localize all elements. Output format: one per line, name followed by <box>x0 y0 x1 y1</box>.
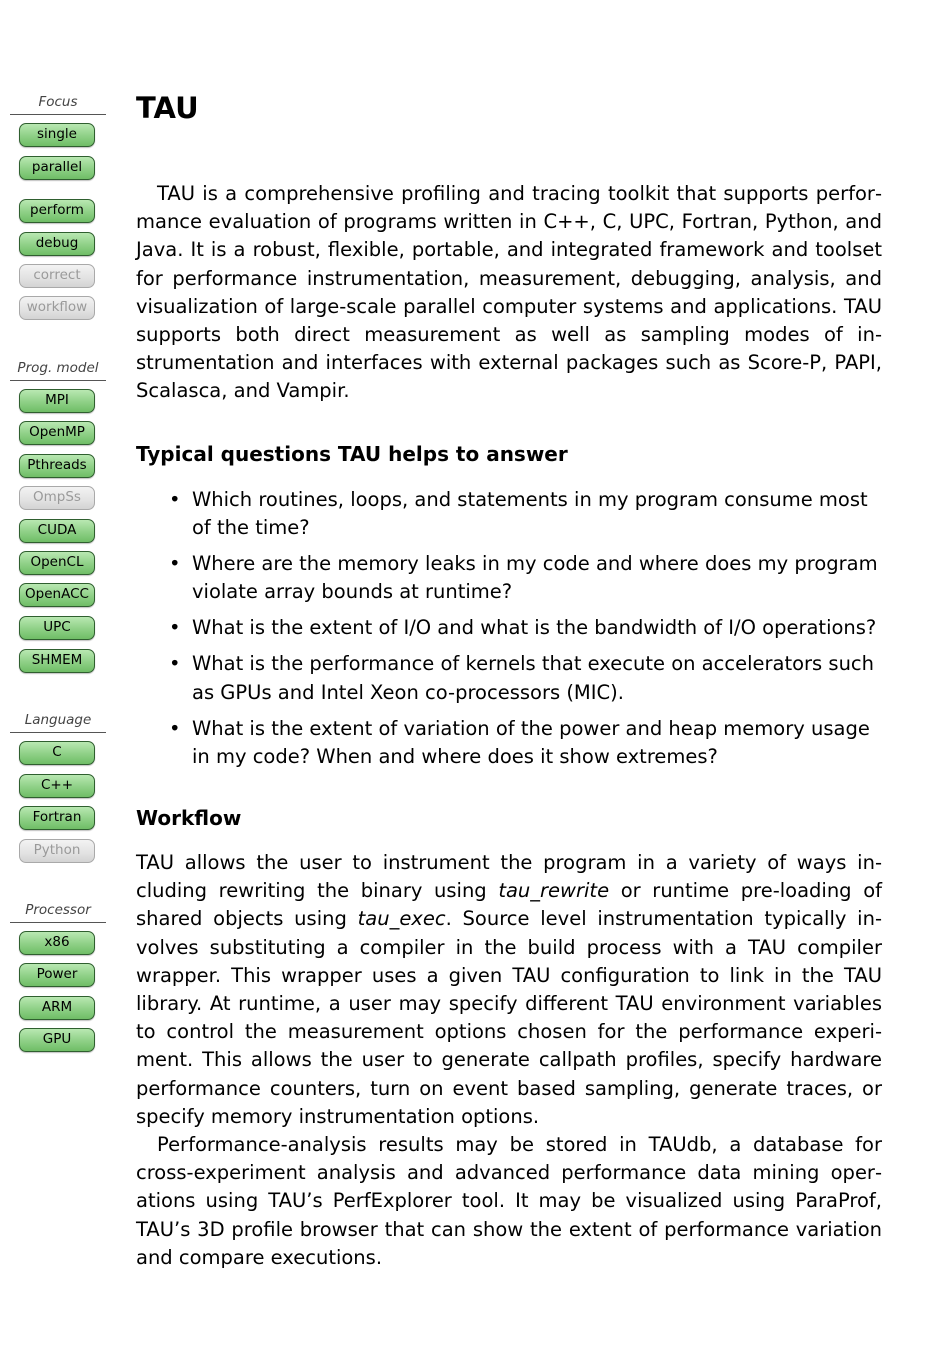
tag-perform[interactable]: perform <box>19 199 95 223</box>
tag-arm[interactable]: ARM <box>19 996 95 1020</box>
tag-fortran[interactable]: Fortran <box>19 806 95 830</box>
results-paragraph: Performance-analysis results may be stored in TAUdb, a database for cross-experiment analysis and advanced performance data mining operations using TAU’s PerfExplorer tool. It may be visualized using ParaProf, TAU’s 3D profile browser that can show the extent of performance variation and compare executions. <box>136 1133 882 1269</box>
list-item: • Where are the memory leaks in my code and where does my program violate array bounds at runtime? <box>169 552 878 604</box>
bullet-icon: • <box>169 488 181 511</box>
page-title: TAU <box>136 91 199 125</box>
tag-openmp[interactable]: OpenMP <box>19 421 95 445</box>
tag-power[interactable]: Power <box>19 963 95 987</box>
tag-shmem[interactable]: SHMEM <box>19 649 95 673</box>
tag-opencl[interactable]: OpenCL <box>19 551 95 575</box>
workflow-heading: Workflow <box>136 806 242 830</box>
category-label-prog-model: Prog. model <box>10 360 106 381</box>
tag-workflow[interactable]: workflow <box>19 296 95 320</box>
tag-upc[interactable]: UPC <box>19 616 95 640</box>
tag-python[interactable]: Python <box>19 839 95 863</box>
category-label-processor: Processor <box>10 902 106 923</box>
tag-cuda[interactable]: CUDA <box>19 519 95 543</box>
intro-paragraph: TAU is a comprehensive profiling and tracing toolkit that supports performance evaluation of programs written in C++, C, UPC, Fortran, Python, and Java. It is a robust, flexible, portable, and integrated framework and toolset for performance instrumentation, measurement, debugging, analysis, and visualization of large-scale parallel computer systems and applications. TAU supports both direct measurement as well as sampling modes of instrumentation and interfaces with external packages such as Score-P, PAPI, Scalasca, and Vampir. <box>136 182 882 403</box>
bullet-icon: • <box>169 616 181 640</box>
list-item: • What is the extent of variation of the power and heap memory usage in my code? When and where does it show extremes? <box>169 716 870 768</box>
bullet-icon: • <box>169 716 181 740</box>
questions-heading: Typical questions TAU helps to answer <box>136 442 568 466</box>
tag-x86[interactable]: x86 <box>19 931 95 955</box>
tag-pthreads[interactable]: Pthreads <box>19 454 95 478</box>
tag-ompss[interactable]: OmpSs <box>19 486 95 510</box>
list-item: • What is the extent of I/O and what is the bandwidth of I/O operations? <box>136 614 882 642</box>
category-label-focus: Focus <box>10 94 106 115</box>
tag-debug[interactable]: debug <box>19 232 95 256</box>
tau-rewrite-term: tau_rewrite <box>498 879 610 903</box>
tag-cpp[interactable]: C++ <box>19 774 95 798</box>
questions-list <box>136 486 882 771</box>
tag-mpi[interactable]: MPI <box>19 389 95 413</box>
bullet-icon: • <box>169 552 181 576</box>
tag-parallel[interactable]: parallel <box>19 156 95 180</box>
tau-exec-term: tau_exec <box>357 907 446 931</box>
workflow-paragraph: TAU allows the user to instrument the program in a variety of ways including rewriting the binary using tau_rewrite or runtime pre-loading of shared objects using tau_exec. Source level instrumentation typically involves substituting a compiler in the build process with a TAU compiler wrapper. This wrapper uses a given TAU configuration to link in the TAU library. At runtime, a user may specify different TAU environment variables to control the measurement options chosen for the performance experiment. This allows the user to generate callpath profiles, specify hardware performance counters, turn on event based sampling, generate traces, or specify memory instrumentation options. <box>136 851 882 1128</box>
list-item: • Which routines, loops, and statements in my program consume most of the time? <box>169 488 868 540</box>
category-label-language: Language <box>10 712 106 733</box>
tag-correct[interactable]: correct <box>19 264 95 288</box>
tag-openacc[interactable]: OpenACC <box>19 583 95 607</box>
tag-single[interactable]: single <box>19 123 95 147</box>
list-item: • What is the performance of kernels that execute on accelerators such as GPUs and Intel Xeon co-processors (MIC). <box>169 652 875 704</box>
tag-c[interactable]: C <box>19 741 95 765</box>
bullet-icon: • <box>169 652 181 676</box>
tag-gpu[interactable]: GPU <box>19 1028 95 1052</box>
